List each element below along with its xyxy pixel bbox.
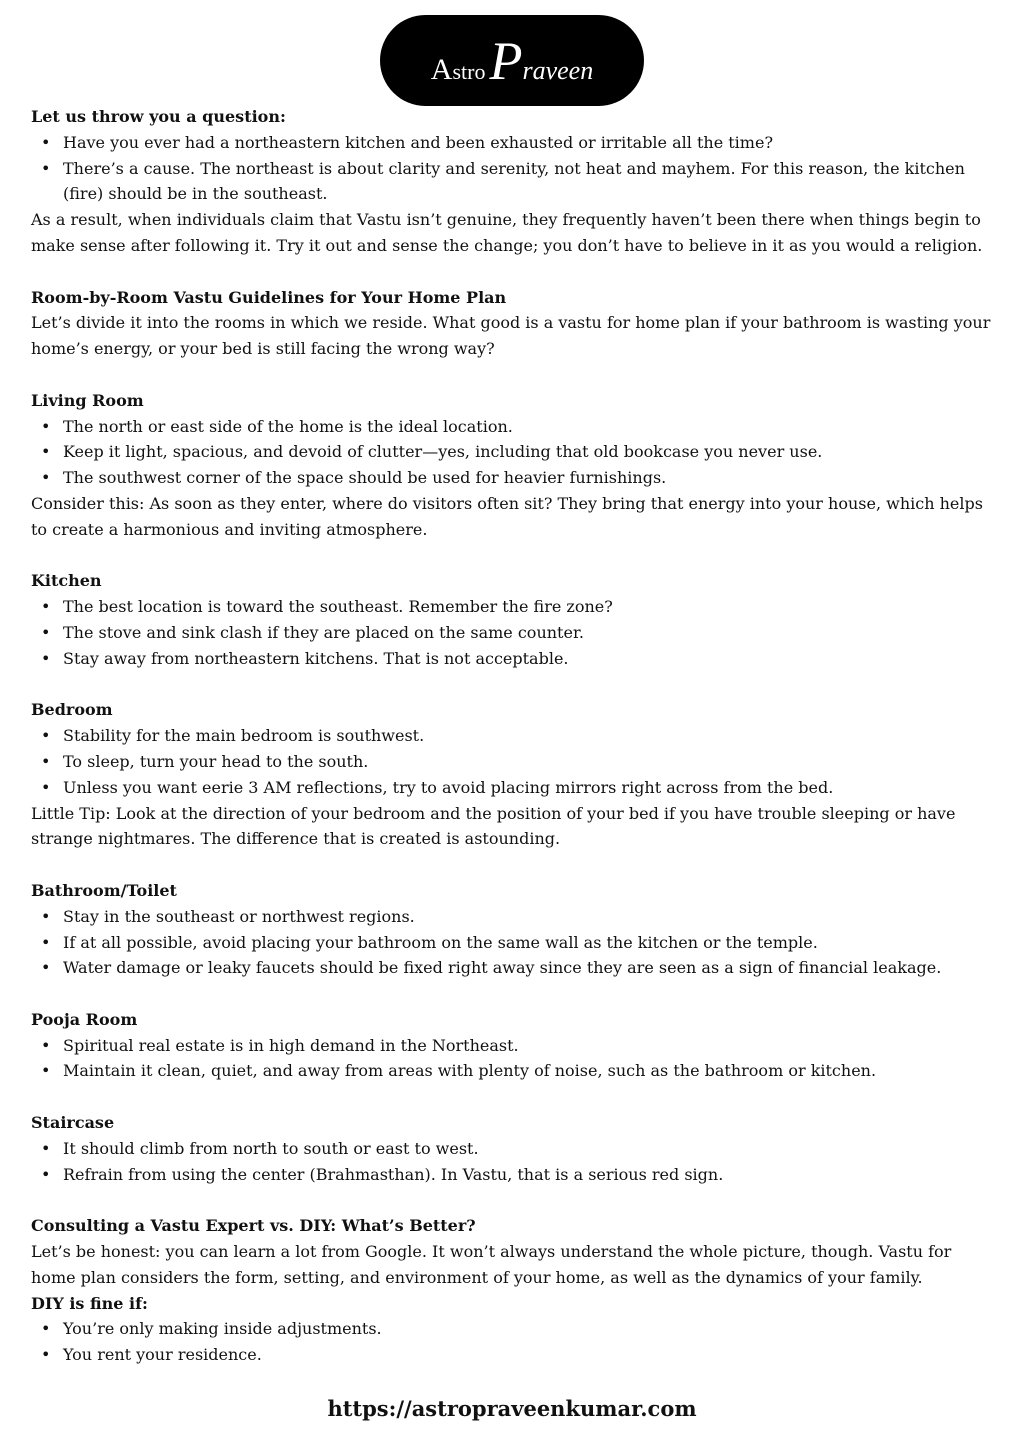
list-item: • The stove and sink clash if they are placed on the same counter. (63, 620, 996, 646)
section-heading-question: Let us throw you a question: (31, 107, 286, 126)
expert-vs-diy-paragraph: Let’s be honest: you can learn a lot from Google. It won’t always understand the whole picture, though. Vastu for home plan considers the form, setting, and environment of your home, as well as the dynamics of your family. (31, 1242, 952, 1287)
bathroom-list (31, 904, 996, 981)
list-item: • Stay in the southeast or northwest regions. (63, 904, 996, 930)
section-heading-expert-vs-diy: Consulting a Vastu Expert vs. DIY: What’s Better? (31, 1216, 476, 1236)
list-item: • If at all possible, avoid placing your bathroom on the same wall as the kitchen or the temple. (63, 930, 996, 956)
list-item: • The southwest corner of the space should be used for heavier furnishings. (63, 465, 996, 491)
list-item: • Keep it light, spacious, and devoid of clutter—yes, including that old bookcase you never use. (63, 439, 996, 465)
section-heading-pooja-room: Pooja Room (31, 1009, 138, 1029)
list-item: • Spiritual real estate is in high demand in the Northeast. (63, 1033, 996, 1059)
footer-url-link[interactable]: https://astropraveenkumar.com (327, 1396, 697, 1421)
logo-astro-initial: A (430, 52, 453, 86)
room-guidelines-paragraph: Let’s divide it into the rooms in which we reside. What good is a vastu for home plan if your bathroom is wasting your home’s energy, or your bed is still facing the wrong way? (31, 313, 991, 359)
pooja-room-list (31, 1033, 996, 1085)
list-item: • To sleep, turn your head to the south. (63, 749, 996, 775)
list-item: • Have you ever had a northeastern kitchen and been exhausted or irritable all the time? (63, 130, 996, 156)
section-heading-bedroom: Bedroom (31, 700, 113, 720)
bedroom-paragraph: Little Tip: Look at the direction of your bedroom and the position of your bed if you have trouble sleeping or have strange nightmares. The difference that is created is astounding. (31, 803, 956, 849)
list-item: • It should climb from north to south or east to west. (63, 1136, 996, 1162)
list-item: • You rent your residence. (63, 1342, 996, 1368)
staircase-list (31, 1136, 996, 1188)
logo-astro-rest: stro (452, 58, 486, 84)
question-paragraph: As a result, when individuals claim that Vastu isn’t genuine, they frequently haven’t been there when things begin to make sense after following it. Try it out and sense the change; you don’t have to believe in it as you would a religion. (31, 210, 983, 255)
list-item: • Stay away from northeastern kitchens. That is not acceptable. (63, 646, 996, 672)
list-item: • Stability for the main bedroom is southwest. (63, 723, 996, 749)
article-body (31, 104, 996, 1368)
section-heading-bathroom: Bathroom/Toilet (31, 880, 177, 900)
section-heading-room-guidelines: Room-by-Room Vastu Guidelines for Your Home Plan (31, 287, 507, 307)
list-item: • You’re only making inside adjustments. (63, 1316, 996, 1342)
logo-wordmark (430, 30, 594, 91)
diy-list (31, 1316, 996, 1368)
diy-subheading: DIY is fine if: (31, 1293, 148, 1313)
kitchen-list (31, 594, 996, 671)
list-item: • Maintain it clean, quiet, and away from areas with plenty of noise, such as the bathroom or kitchen. (63, 1058, 996, 1084)
section-heading-staircase: Staircase (31, 1113, 115, 1133)
logo-praveen-rest: raveen (522, 55, 594, 85)
list-item: • Water damage or leaky faucets should be fixed right away since they are seen as a sign of financial leakage. (63, 955, 996, 981)
list-item: • Refrain from using the center (Brahmasthan). In Vastu, that is a serious red sign. (63, 1162, 996, 1188)
list-item: • There’s a cause. The northeast is about clarity and serenity, not heat and mayhem. For this reason, the kitchen (fire) should be in the southeast. (63, 156, 996, 208)
living-room-paragraph: Consider this: As soon as they enter, where do visitors often sit? They bring that energy into your house, which helps to create a harmonious and inviting atmosphere. (31, 493, 983, 539)
question-list (31, 130, 996, 207)
brand-logo (380, 15, 644, 106)
list-item: • The north or east side of the home is the ideal location. (63, 414, 996, 440)
list-item: • The best location is toward the southeast. Remember the fire zone? (63, 594, 996, 620)
list-item: • Unless you want eerie 3 AM reflections, try to avoid placing mirrors right across from the bed. (63, 775, 996, 801)
bedroom-list (31, 723, 996, 800)
section-heading-living-room: Living Room (31, 390, 144, 410)
section-heading-kitchen: Kitchen (31, 571, 102, 591)
logo-praveen-initial: P (489, 30, 523, 91)
living-room-list (31, 414, 996, 491)
